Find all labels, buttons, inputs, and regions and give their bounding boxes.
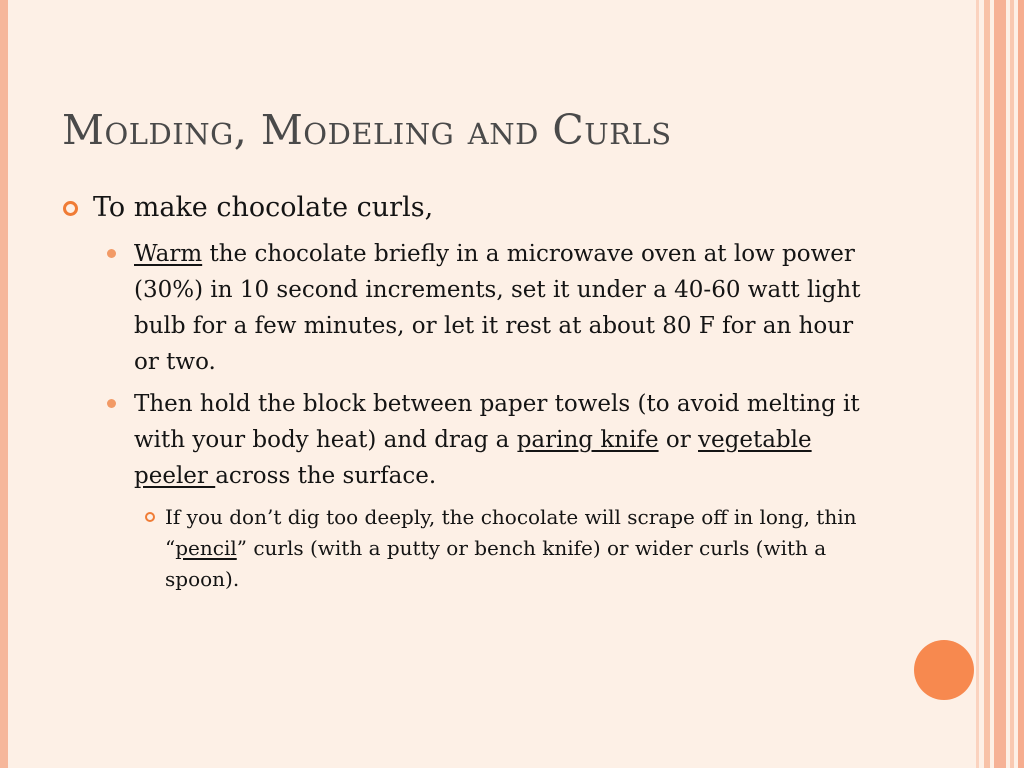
dot-bullet-icon (107, 249, 116, 258)
bullet-level3-pencil (165, 502, 865, 595)
stripe (984, 0, 990, 768)
bullet-text: ” curls (with a putty or bench knife) or wider curls (with a spoon). (165, 536, 827, 591)
bullet-text: or (658, 427, 699, 453)
bullet-text: the chocolate briefly in a microwave oven at low power (30%) in 10 second increments, set it under a 40-60 watt light bulb for a few minutes, or let it rest at about 80 F for an hour or two. (134, 241, 861, 375)
ring-bullet-icon (63, 201, 78, 216)
stripe (994, 0, 1006, 768)
stripe (1018, 0, 1024, 768)
bullet-text: Then hold the block between paper towels (to avoid melting it with your body heat) and drag a (134, 391, 860, 453)
stripe (1010, 0, 1014, 768)
bullet-text: across the surface. (215, 463, 437, 489)
orange-circle-decoration (914, 640, 974, 700)
vegetable-peeler-link[interactable]: vegetable peeler (134, 427, 812, 489)
stripe (976, 0, 979, 768)
bullet-text: If you don’t dig too deeply, the chocolate will scrape off in long, thin “ (165, 505, 857, 560)
bullet-text: To make chocolate curls, (93, 192, 434, 223)
paring-knife-link[interactable]: paring knife (516, 427, 659, 453)
bullet-level2-warm (134, 236, 884, 380)
right-stripe-decoration (976, 0, 1024, 768)
ring-bullet-icon (145, 512, 155, 522)
left-border-decoration (0, 0, 8, 768)
bullet-level2-hold (134, 386, 884, 494)
warm-link[interactable]: Warm (134, 241, 203, 267)
dot-bullet-icon (107, 399, 116, 408)
bullet-level1 (93, 191, 893, 225)
slide-title: Molding, Modeling and Curls (62, 106, 672, 154)
pencil-link[interactable]: pencil (175, 536, 237, 560)
